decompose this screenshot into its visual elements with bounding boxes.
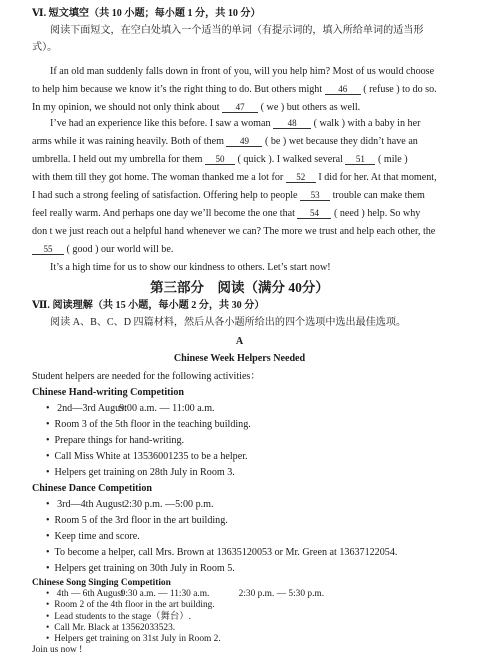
list-item: • Helpers get training on 28th July in Room 3. — [46, 467, 473, 479]
passage-line: I’ve had an experience like this before. I saw a woman 48 ( walk ) with a baby in her — [50, 118, 421, 129]
passage-line: with them till they got home. The woman thanked me a lot for 52 I did for her. At that moment, — [32, 172, 437, 183]
blank-46: 46 — [325, 84, 361, 95]
passage-line: If an old man suddenly falls down in front of you, will you help him? Most of us would choose — [50, 66, 435, 77]
part-3-title: 第三部分 阅读（满分 40分） — [150, 280, 329, 295]
passage-heading: Chinese Week Helpers Needed — [173, 353, 306, 364]
list-item: • Helpers get training on 30th July in Room 5. — [46, 563, 473, 575]
closing-line: Join us now ! — [32, 645, 473, 656]
list-item: • Call Mr. Black at 13562033523. — [46, 623, 473, 634]
blank-54: 54 — [297, 208, 331, 219]
list-item: • Room 5 of the 3rd floor in the art building. — [46, 515, 473, 527]
list-item: • Helpers get training on 31st July in Room 2. — [46, 634, 473, 645]
blank-53: 53 — [300, 190, 330, 201]
section-6-title: Ⅵ. 短文填空（共 10 小题；每小题 1 分，共 10 分） — [32, 8, 261, 19]
competition-title: Chinese Song Singing Competition — [32, 578, 473, 589]
passage-line: In my opinion, we should not only think about 47 ( we ) but others as well. — [32, 102, 361, 113]
blank-52: 52 — [286, 172, 316, 183]
blank-47: 47 — [222, 102, 258, 113]
blank-55: 55 — [32, 244, 64, 255]
list-item: • Room 2 of the 4th floor in the art building. — [46, 600, 473, 611]
list-item: • To become a helper, call Mrs. Brown at 13635120053 or Mr. Green at 13637122054. — [46, 547, 473, 559]
competition-title: Chinese Dance Competition — [32, 483, 152, 494]
passage-line: don t we just reach out a helpful hand whenever we can? The more we trust and help each other, the — [32, 226, 436, 237]
section-6-instruction: 阅读下面短文，在空白处填入一个适当的单词（有提示词的，填入所给单词的适当形 — [50, 25, 424, 36]
section-6-instruction-cont: 式）。 — [32, 42, 58, 53]
passage-letter: A — [235, 336, 244, 347]
list-item: • Prepare things for hand-writing. — [46, 435, 473, 447]
passage-line: It’s a high time for us to show our kindness to others. Let’s start now! — [50, 262, 331, 273]
passage-line: to help him because we know it’s the right thing to do. But others might 46 ( refuse ) to do so. — [32, 84, 437, 95]
list-item: • 3rd—4th August2:30 p.m. —5:00 p.m. — [46, 499, 473, 511]
blank-50: 50 — [205, 154, 235, 165]
passage-line: I had such a strong feeling of satisfaction. Offering help to people 53 trouble can make them — [32, 190, 425, 201]
list-item: • Lead students to the stage（舞台）. — [46, 612, 473, 623]
list-item: • Call Miss White at 13536001235 to be a helper. — [46, 451, 473, 463]
list-item: • 4th — 6th August9:30 a.m. — 11:30 a.m. 2:30 p.m. — 5:30 p.m. — [46, 589, 473, 600]
competition-title: Chinese Hand-writing Competition — [32, 387, 184, 398]
passage-intro: Student helpers are needed for the following activities： — [32, 371, 261, 382]
passage-line: 55 ( good ) our world will be. — [32, 244, 473, 256]
passage-line: umbrella. I held out my umbrella for them 50 ( quick ). I walked several 51 ( mile ) — [32, 154, 408, 165]
section-7-title: Ⅶ. 阅读理解（共 15 小题，每小题 2 分，共 30 分） — [32, 300, 265, 311]
passage-line: arms while it was raining heavily. Both of them 49 ( be ) wet because they didn’t have an — [32, 136, 418, 147]
blank-51: 51 — [345, 154, 375, 165]
list-item: • Keep time and score. — [46, 531, 473, 543]
section-7-instruction: 阅读 A、B、C、D 四篇材料，然后从各小题所给出的四个选项中选出最佳选项。 — [50, 317, 407, 328]
passage-line: feel really warm. And perhaps one day we’ll become the one that 54 ( need ) help. So why — [32, 208, 421, 219]
list-item: • 2nd—3rd August9:00 a.m. — 11:00 a.m. — [46, 403, 473, 415]
list-item: • Room 3 of the 5th floor in the teaching building. — [46, 419, 473, 431]
blank-48: 48 — [273, 118, 311, 129]
blank-49: 49 — [226, 136, 262, 147]
